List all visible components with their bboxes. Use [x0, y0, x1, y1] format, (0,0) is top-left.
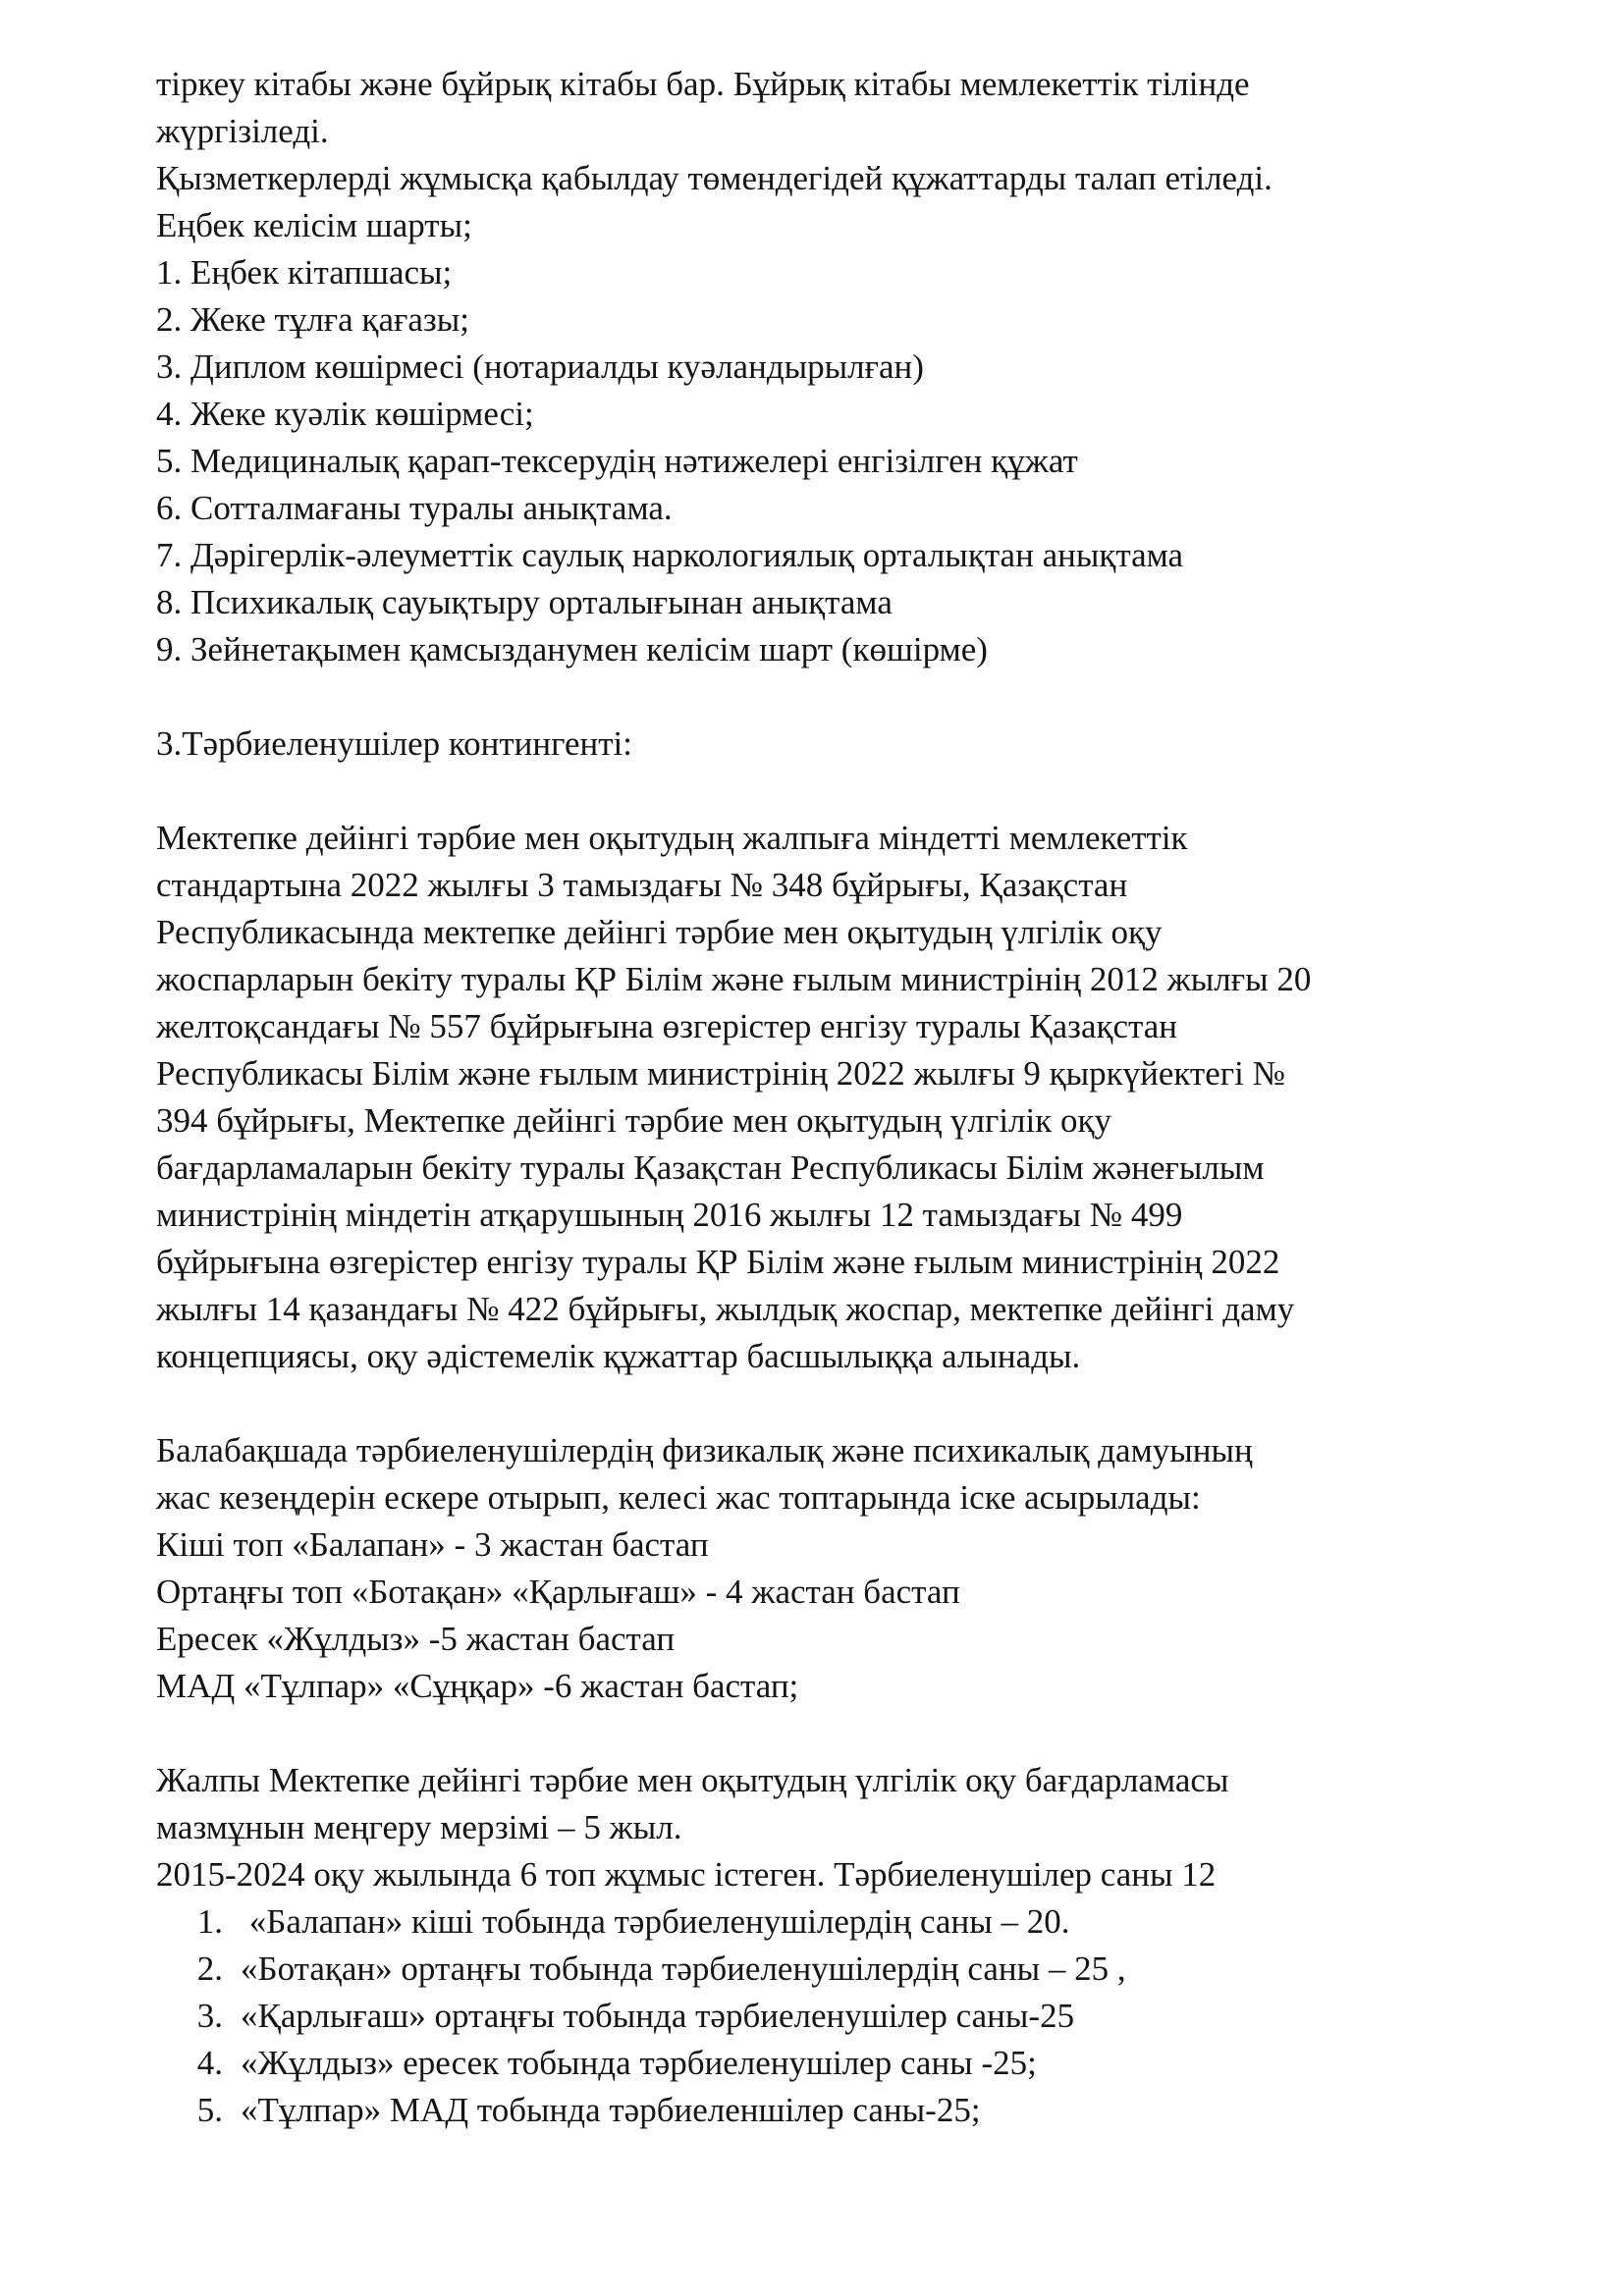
list-number: 4. — [196, 2044, 223, 2082]
document-item: 6. Сотталмағаны туралы анықтама. — [156, 489, 673, 527]
document-item: 7. Дәрігерлік-әлеуметтік саулық наркологиялық орталықтан анықтама — [156, 536, 1184, 574]
intro-line: тіркеу кітабы және бұйрық кітабы бар. Бұйрық кітабы мемлекеттік тілінде — [156, 65, 1250, 103]
documents-list — [156, 249, 1433, 673]
paragraph-line: мазмұнын меңгеру мерзімі – 5 жыл. — [156, 1808, 682, 1846]
paragraph-line: Республикасы Білім және ғылым министрінің 2022 жылғы 9 қыркүйектегі № — [156, 1054, 1285, 1093]
intro-line: Қызметкерлерді жұмысқа қабылдау төмендегідей құжаттарды талап етіледі. — [156, 159, 1272, 197]
list-number: 2. — [196, 1949, 223, 1988]
paragraph-line: жас кезеңдерін ескере отырып, келесі жас топтарында іске асырылады: — [156, 1478, 1201, 1517]
paragraph-line: Республикасында мектепке дейінгі тәрбие мен оқытудың үлгілік оқу — [156, 913, 1163, 951]
list-text: «Ботақан» ортаңғы тобында тәрбиеленушілердің саны – 25 , — [241, 1949, 1126, 1988]
document-item: 5. Медициналық қарап-тексерудің нәтижелері енгізілген құжат — [156, 442, 1078, 480]
document-item: 4. Жеке куәлік көшірмесі; — [156, 395, 534, 433]
paragraph-line: желтоқсандағы № 557 бұйрығына өзгерістер енгізу туралы Қазақстан — [156, 1007, 1178, 1045]
group-counts-list — [156, 1898, 1433, 2134]
paragraph-line: концепциясы, оқу әдістемелік құжаттар басшылыққа алынады. — [156, 1337, 1081, 1375]
paragraph-line: Жалпы Мектепке дейінгі тәрбие мен оқытудың үлгілік оқу бағдарламасы — [156, 1761, 1229, 1799]
list-item — [156, 2040, 1433, 2087]
list-number: 5. — [196, 2091, 223, 2129]
document-item: 2. Жеке тұлға қағазы; — [156, 300, 469, 339]
list-item — [156, 1993, 1433, 2040]
list-text: «Балапан» кіші тобында тәрбиеленушілердің саны – 20. — [241, 1902, 1070, 1941]
paragraph-line: жылғы 14 қазандағы № 422 бұйрығы, жылдық жоспар, мектепке дейінгі даму — [156, 1290, 1295, 1328]
list-text: «Қарлығаш» ортаңғы тобында тәрбиеленушілер саны-25 — [241, 1997, 1075, 2035]
list-item — [156, 1898, 1433, 1946]
intro-line: жүргізіледі. — [156, 112, 329, 150]
paragraph-line: министрінің міндетін атқарушының 2016 жылғы 12 тамыздағы № 499 — [156, 1196, 1183, 1234]
section-heading: 3.Тәрбиеленушілер контингенті: — [156, 724, 633, 763]
paragraph-line: 394 бұйрығы, Мектепке дейінгі тәрбие мен оқытудың үлгілік оқу — [156, 1101, 1112, 1140]
paragraph-line: жоспарларын бекіту туралы ҚР Білім және ғылым министрінің 2012 жылғы 20 — [156, 960, 1312, 998]
paragraph-line: стандартына 2022 жылғы 3 тамыздағы № 348 бұйрығы, Қазақстан — [156, 866, 1128, 904]
standards-paragraph — [156, 815, 1433, 1380]
paragraph-line: бағдарламаларын бекіту туралы Қазақстан Республикасы Білім жәнеғылым — [156, 1148, 1265, 1187]
paragraph-line: 2015-2024 оқу жылында 6 топ жұмыс істеген. Тәрбиеленушілер саны 12 — [156, 1855, 1217, 1894]
list-text: «Тұлпар» МАД тобында тәрбиеленшілер саны-25; — [241, 2091, 981, 2129]
age-group-line: Ортаңғы топ «Ботақан» «Қарлығаш» - 4 жастан бастап — [156, 1573, 960, 1611]
list-item — [156, 2087, 1433, 2134]
paragraph-line: Балабақшада тәрбиеленушілердің физикалық және психикалық дамуының — [156, 1431, 1253, 1469]
document-item: 3. Диплом көшірмесі (нотариалды куәландырылған) — [156, 347, 924, 386]
paragraph-line: Мектепке дейінгі тәрбие мен оқытудың жалпыға міндетті мемлекеттік — [156, 819, 1188, 857]
paragraph-line: бұйрығына өзгерістер енгізу туралы ҚР Білім және ғылым министрінің 2022 — [156, 1243, 1280, 1281]
age-group-line: Ересек «Жұлдыз» -5 жастан бастап — [156, 1620, 676, 1658]
document-item: 1. Еңбек кітапшасы; — [156, 253, 453, 292]
list-number: 1. — [196, 1902, 223, 1941]
document-item: 8. Психикалық сауықтыру орталығынан анықтама — [156, 583, 893, 621]
list-item — [156, 1946, 1433, 1993]
age-groups-paragraph — [156, 1427, 1433, 1710]
list-number: 3. — [196, 1997, 223, 2035]
intro-line: Еңбек келісім шарты; — [156, 206, 472, 244]
list-text: «Жұлдыз» ересек тобында тәрбиеленушілер саны -25; — [241, 2044, 1037, 2082]
age-group-line: МАД «Тұлпар» «Сұңқар» -6 жастан бастап; — [156, 1667, 799, 1705]
program-paragraph — [156, 1757, 1433, 1898]
document-item: 9. Зейнетақымен қамсызданумен келісім шарт (көшірме) — [156, 630, 988, 668]
age-group-line: Кіші топ «Балапан» - 3 жастан бастап — [156, 1525, 709, 1564]
document-page — [156, 61, 1433, 2134]
